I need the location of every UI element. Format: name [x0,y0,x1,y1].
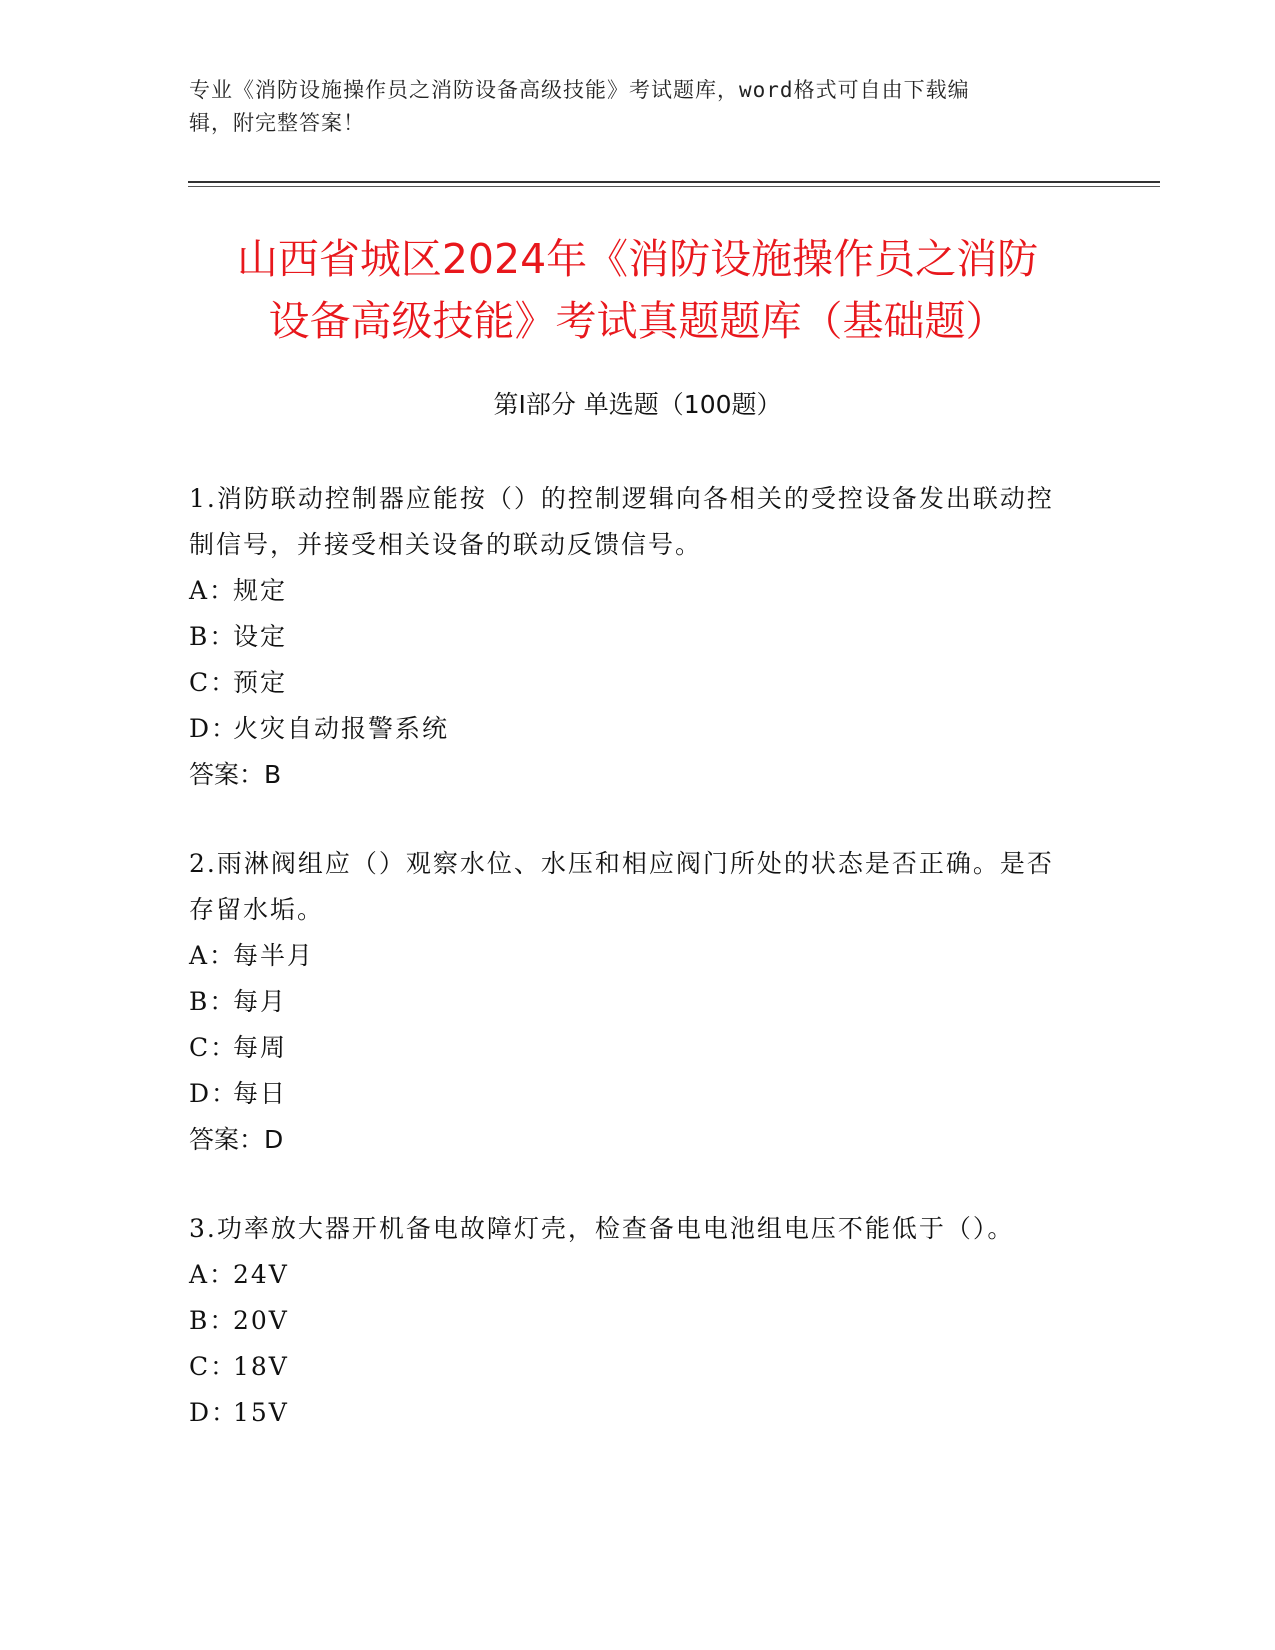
option-text: 每半月 [233,941,315,970]
option-text: 每周 [233,1033,288,1062]
option-letter: D： [189,1079,239,1108]
header-note-line-1: 专业《消防设施操作员之消防设备高级技能》考试题库，word格式可自由下载编 [189,78,970,102]
option-text: 火灾自动报警系统 [233,714,450,743]
option-text: 规定 [233,576,288,605]
question-stem: 2.雨淋阀组应（）观察水位、水压和相应阀门所处的状态是否正确。是否存留水垢。 [189,849,1054,924]
option-c [189,660,1069,706]
option-a [189,1252,1069,1298]
option-letter: B： [189,1306,237,1335]
option-d [189,706,1069,752]
option-letter: C： [189,1033,238,1062]
option-letter: B： [189,987,237,1016]
option-a [189,568,1069,614]
option-text: 每月 [233,987,288,1016]
option-b [189,614,1069,660]
option-b [189,979,1069,1025]
header-divider-thin [188,186,1160,187]
option-text: 预定 [233,668,288,697]
section-heading: 第Ⅰ部分 单选题（100题） [493,390,782,419]
option-letter: C： [189,668,238,697]
answer-line: 答案：B [189,760,282,789]
document-title-line-1: 山西省城区2024年《消防设施操作员之消防 [236,235,1039,283]
option-text: 设定 [233,622,288,651]
document-title [150,228,1125,352]
option-letter: A： [189,1260,237,1289]
option-d [189,1071,1069,1117]
question-3 [189,1206,1069,1436]
option-text: 15V [233,1398,289,1427]
header-note-line-2: 辑，附完整答案！ [189,111,365,135]
option-b [189,1298,1069,1344]
option-letter: B： [189,622,237,651]
option-letter: C： [189,1352,238,1381]
option-d [189,1390,1069,1436]
question-stem: 1.消防联动控制器应能按（）的控制逻辑向各相关的受控设备发出联动控制信号，并接受相关设备的联动反馈信号。 [189,484,1054,559]
option-text: 24V [233,1260,289,1289]
document-title-line-2: 设备高级技能》考试真题题库（基础题） [268,297,1007,345]
option-c [189,1025,1069,1071]
answer-line: 答案：D [189,1125,284,1154]
question-stem: 3.功率放大器开机备电故障灯壳，检查备电电池组电压不能低于（）。 [189,1214,1015,1243]
option-letter: A： [189,576,237,605]
option-letter: D： [189,714,239,743]
option-c [189,1344,1069,1390]
option-letter: D： [189,1398,239,1427]
question-2 [189,841,1069,1163]
header-divider-thick [188,181,1160,183]
option-text: 18V [233,1352,289,1381]
option-letter: A： [189,941,237,970]
header-note [189,74,1089,140]
option-text: 20V [233,1306,289,1335]
option-text: 每日 [233,1079,288,1108]
option-a [189,933,1069,979]
question-1 [189,476,1069,798]
